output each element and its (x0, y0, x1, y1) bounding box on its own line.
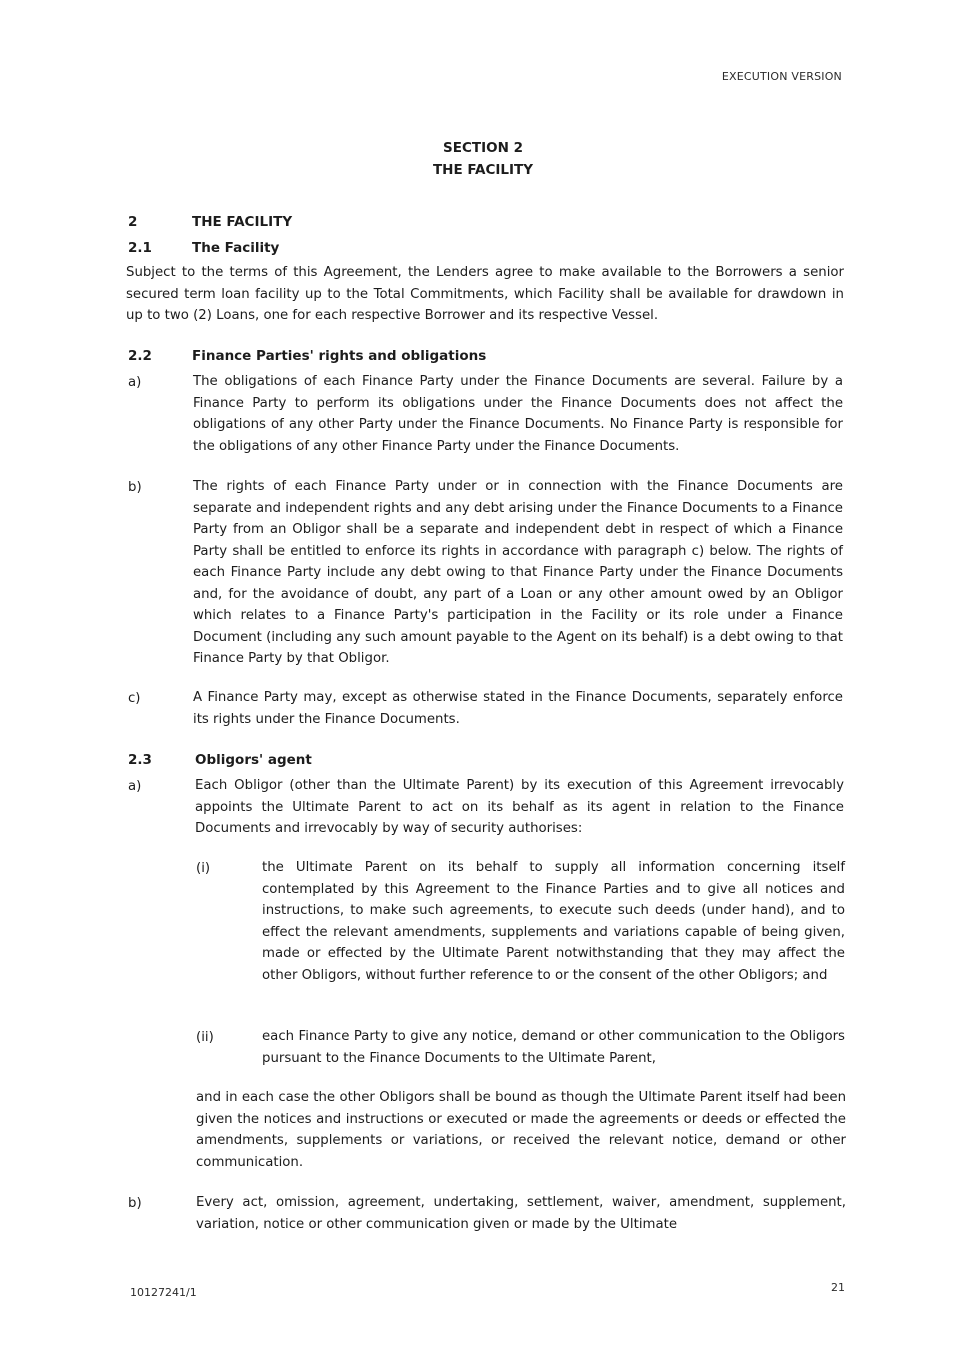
clause-2-2-number: 2.2 (128, 348, 152, 364)
clause-2-2-b-text: The rights of each Finance Party under or in connection with the Finance Documents are separate and independent rights and any debt arising under the Finance Documents to a Finance Party from an Obligor shall be a separate and independent debt in respect of which a Finance Party shall be entitled to enforce its rights in accordance with paragraph c) below. The rights of each Finance Party include any debt owing to that Finance Party under the Finance Documents and, for the avoidance of doubt, any part of a Loan or any other amount owed by an Obligor which relates to a Finance Party's participation in the Facility or its role under a Finance Document (including any such amount payable to the Agent on its behalf) is a debt owing to that Finance Party by that Obligor. (193, 479, 843, 666)
clause-2-3-b-text: Every act, omission, agreement, undertaking, settlement, waiver, amendment, supplement, variation, notice or other communication given or made by the Ultimate (196, 1195, 846, 1232)
clause-2-2-b-label: b) (128, 480, 142, 495)
clause-2-1-number: 2.1 (128, 240, 152, 256)
clause-2-2-c-text: A Finance Party may, except as otherwise stated in the Finance Documents, separately enforce its rights under the Finance Documents. (193, 690, 843, 727)
section-title: THE FACILITY (432, 162, 534, 178)
clause-2-3-ii-text: each Finance Party to give any notice, demand or other communication to the Obligors pursuant to the Finance Documents to the Ultimate Parent, (262, 1029, 845, 1066)
clause-2-title: THE FACILITY (192, 214, 293, 230)
clause-2-3-i-text: the Ultimate Parent on its behalf to supply all information concerning itself contemplated by this Agreement to the Finance Parties and to give all notices and instructions, to make such agreements, to execute such deeds (under hand), and to effect the relevant amendments, supplements and variations capable of being given, made or effected by the Ultimate Parent notwithstanding that they may affect the other Obligors, without further reference to or the consent of the other Obligors; and (262, 860, 845, 983)
execution-version-header: EXECUTION VERSION (721, 70, 842, 83)
clause-2-3-i-label: (i) (196, 861, 211, 876)
clause-2-1-title: The Facility (192, 240, 280, 256)
section-number: SECTION 2 (443, 140, 523, 156)
clause-2-1-body: Subject to the terms of this Agreement, the Lenders agree to make available to the Borrowers a senior secured term loan facility up to the Total Commitments, which Facility shall be available for drawdown in up to two (2) Loans, one for each respective Borrower and its respective Vessel. (126, 265, 844, 323)
clause-2-3-ii-label: (ii) (196, 1030, 214, 1045)
clause-2-3-number: 2.3 (128, 752, 152, 768)
clause-2-2-a-label: a) (128, 375, 142, 390)
clause-2-3-b-label: b) (128, 1196, 142, 1211)
clause-2-3-a-text: Each Obligor (other than the Ultimate Parent) by its execution of this Agreement irrevocably appoints the Ultimate Parent to act on its behalf as its agent in relation to the Finance Documents and irrevocably by way of security authorises: (195, 778, 844, 836)
clause-2-3-a-label: a) (128, 779, 142, 794)
clause-2-2-title: Finance Parties' rights and obligations (192, 348, 487, 364)
clause-2-3-tail-text: and in each case the other Obligors shall be bound as though the Ultimate Parent itself had been given the notices and instructions or executed or made the agreements or deeds or effected the amendments, supplements or variations, or received the relevant notice, demand or other communication. (196, 1090, 846, 1170)
document-id-footer: 10127241/1 (130, 1286, 197, 1299)
page-number: 21 (831, 1281, 845, 1294)
clause-2-2-c-label: c) (128, 691, 141, 706)
clause-2-2-a-text: The obligations of each Finance Party under the Finance Documents are several. Failure by a Finance Party to perform its obligations under the Finance Documents does not affect the obligations of any other Party under the Finance Documents. No Finance Party is responsible for the obligations of any other Finance Party under the Finance Documents. (193, 374, 843, 454)
clause-2-3-title: Obligors' agent (195, 752, 312, 768)
clause-2-number: 2 (128, 214, 138, 230)
